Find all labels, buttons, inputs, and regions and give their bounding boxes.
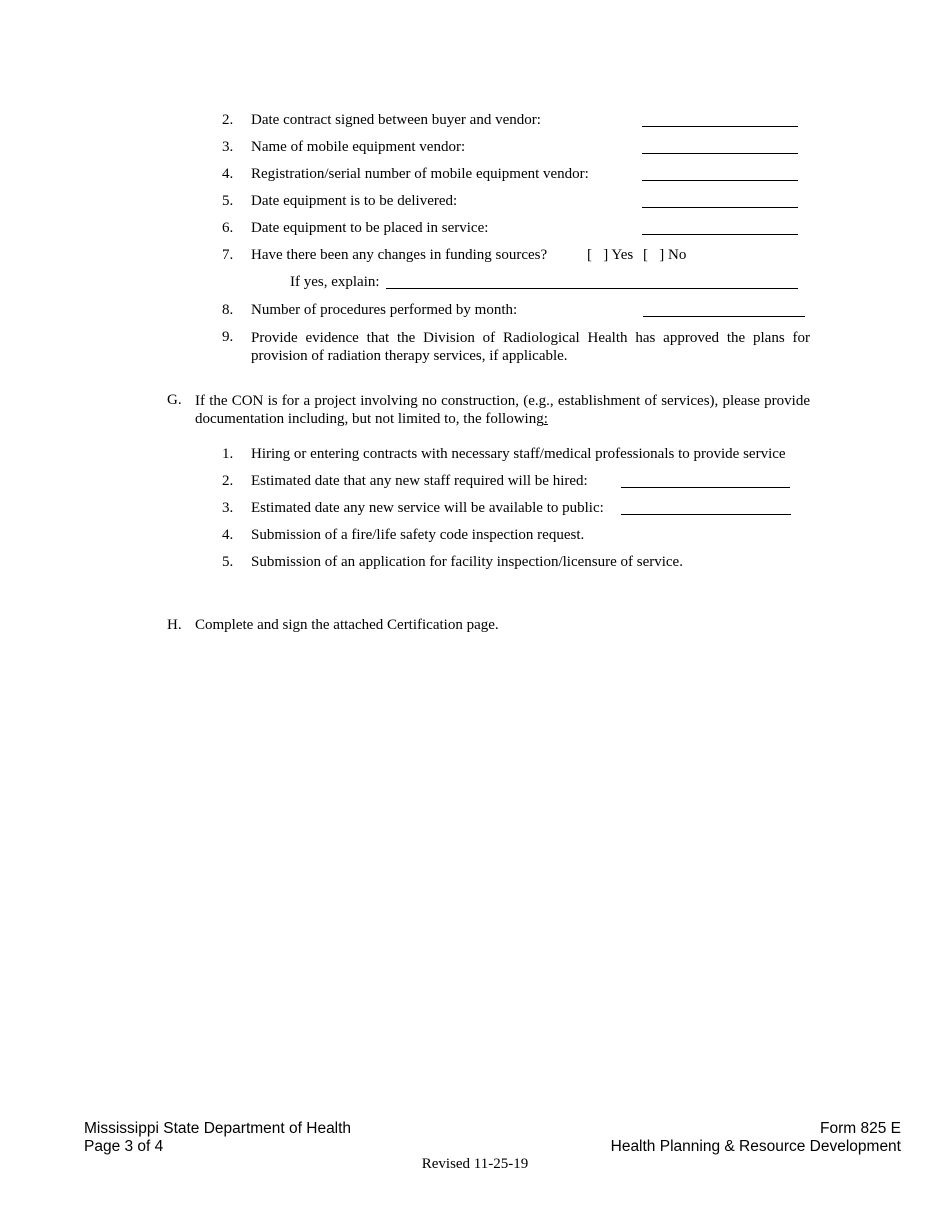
item-text: Registration/serial number of mobile equipment vendor: [251,166,589,182]
item-number: 1. [222,446,234,462]
answer-blank[interactable] [642,143,798,154]
footer-division: Health Planning & Resource Development [610,1138,901,1155]
item-number: 5. [222,554,234,570]
item-text: Submission of a fire/life safety code inspection request. [251,527,585,543]
item-text: Date equipment to be placed in service: [251,220,489,236]
section-intro-colon: : [543,411,548,427]
item-number: 4. [222,527,234,543]
yes-checkbox[interactable]: [ ] Yes [587,247,634,263]
section-text: Complete and sign the attached Certification page. [195,617,499,633]
section-letter: H. [167,617,182,633]
item-number: 3. [222,139,234,155]
answer-blank[interactable] [642,224,798,235]
item-text: Hiring or entering contracts with necessary staff/medical professionals to provide service [251,446,786,462]
item-number: 2. [222,473,234,489]
item-text: Date contract signed between buyer and vendor: [251,112,541,128]
item-number: 2. [222,112,234,128]
explain-label: If yes, explain: [290,274,380,290]
item-text: Date equipment is to be delivered: [251,193,458,209]
item-number: 6. [222,220,234,236]
no-checkbox[interactable]: [ ] No [643,247,687,263]
item-number: 9. [222,329,234,345]
footer-form: Form 825 E [820,1120,901,1137]
item-number: 4. [222,166,234,182]
item-text: Name of mobile equipment vendor: [251,139,466,155]
section-intro [195,392,810,428]
answer-blank[interactable] [643,306,805,317]
answer-blank[interactable] [642,170,798,181]
item-text: Estimated date any new service will be available to public: [251,500,604,516]
answer-blank[interactable] [621,504,791,515]
answer-blank[interactable] [621,477,790,488]
footer-page: Page 3 of 4 [84,1138,164,1155]
item-text: Number of procedures performed by month: [251,302,518,318]
answer-blank[interactable] [642,116,798,127]
item-text: Provide evidence that the Division of Radiological Health has approved the plans for provision of radiation therapy services, if applicable. [251,330,810,364]
item-number: 8. [222,302,234,318]
item-number: 5. [222,193,234,209]
section-intro-text: If the CON is for a project involving no construction, (e.g., establishment of services), please provide documentation including, but not limited to, the following [195,393,810,427]
item-number: 7. [222,247,234,263]
footer-org: Mississippi State Department of Health [84,1120,352,1137]
item-text: Estimated date that any new staff required will be hired: [251,473,588,489]
explain-blank[interactable] [386,278,798,289]
item-text: Have there been any changes in funding sources? [251,247,548,263]
section-letter: G. [167,392,182,408]
item-text: Submission of an application for facility inspection/licensure of service. [251,554,683,570]
answer-blank[interactable] [642,197,798,208]
footer-revised: Revised 11-25-19 [421,1156,529,1172]
item-number: 3. [222,500,234,516]
